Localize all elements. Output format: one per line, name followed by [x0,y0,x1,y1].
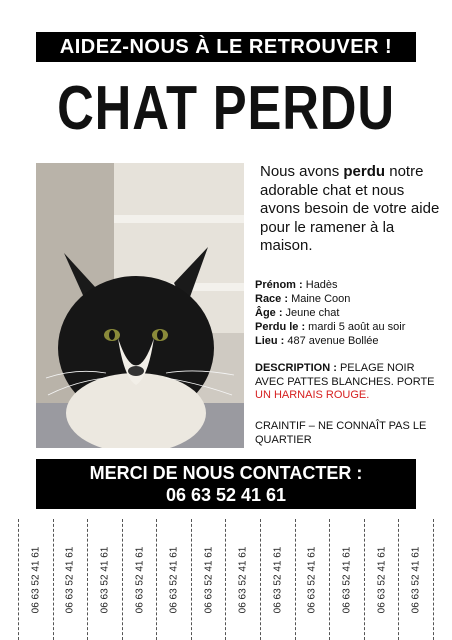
contact-heading: MERCI DE NOUS CONTACTER : [89,463,363,483]
tear-tab[interactable] [295,519,330,640]
tear-tab-phone: 06 63 52 41 61 [272,546,284,613]
tear-tab[interactable] [18,519,53,640]
tear-tab-phone: 06 63 52 41 61 [30,546,42,613]
tear-tab-phone: 06 63 52 41 61 [237,546,249,613]
detail-label: Race : [255,293,289,305]
detail-name [255,278,445,292]
tear-tab[interactable] [260,519,295,640]
tear-tab[interactable] [364,519,399,640]
page-title: CHAT PERDU [57,74,395,143]
detail-value: 487 avenue Bollée [284,335,379,347]
contact-banner [36,459,416,509]
detail-label: Prénom : [255,279,303,291]
tear-tab[interactable] [53,519,88,640]
cat-photo [36,163,244,448]
tear-tab-phone: 06 63 52 41 61 [306,546,318,613]
detail-value: Jeune chat [282,307,340,319]
intro-line: Nous avons [260,163,344,180]
detail-breed [255,292,445,306]
detail-lost-date [255,320,445,334]
detail-value: Hadès [302,279,338,291]
detail-label: Lieu : [255,335,285,347]
tear-tab-phone: 06 63 52 41 61 [203,546,215,613]
detail-age [255,306,445,320]
tear-tab-phone: 06 63 52 41 61 [64,546,76,613]
detail-label: Perdu le : [255,321,306,333]
description-label: DESCRIPTION : [255,362,337,374]
intro-emphasis: perdu [343,163,386,180]
intro-rest: notre adorable chat et nous avons besoin de votre aide pour le ramener à la maison. [260,163,440,254]
tear-tab-phone: 06 63 52 41 61 [134,546,146,613]
tear-tab[interactable] [191,519,226,640]
contact-phone: 06 63 52 41 61 [165,485,287,505]
detail-label: Âge : [255,307,283,319]
cat-image [36,163,244,448]
top-banner: AIDEZ-NOUS À LE RETROUVER ! [36,32,416,62]
tear-tab[interactable] [156,519,191,640]
tear-off-tabs [18,519,434,640]
behavior-note: CRAINTIF – NE CONNAÎT PAS LE QUARTIER [255,420,427,446]
tear-tab[interactable] [87,519,122,640]
tear-tab[interactable] [398,519,434,640]
intro-text [260,163,440,256]
detail-value: mardi 5 août au soir [305,321,406,333]
tear-tab[interactable] [329,519,364,640]
tear-tab-phone: 06 63 52 41 61 [168,546,180,613]
description-text: PELAGE NOIR AVEC PATTES BLANCHES. PORTE [255,362,435,388]
description-highlight: UN HARNAIS ROUGE. [255,389,370,401]
cat-details [255,278,445,348]
detail-value: Maine Coon [288,293,351,305]
description [255,362,445,403]
tear-tab-phone: 06 63 52 41 61 [99,546,111,613]
tear-tab[interactable] [122,519,157,640]
tear-tab-phone: 06 63 52 41 61 [376,546,388,613]
tear-tab[interactable] [225,519,260,640]
detail-location [255,334,445,348]
tear-tab-phone: 06 63 52 41 61 [341,546,353,613]
tear-tab-phone: 06 63 52 41 61 [410,546,422,613]
